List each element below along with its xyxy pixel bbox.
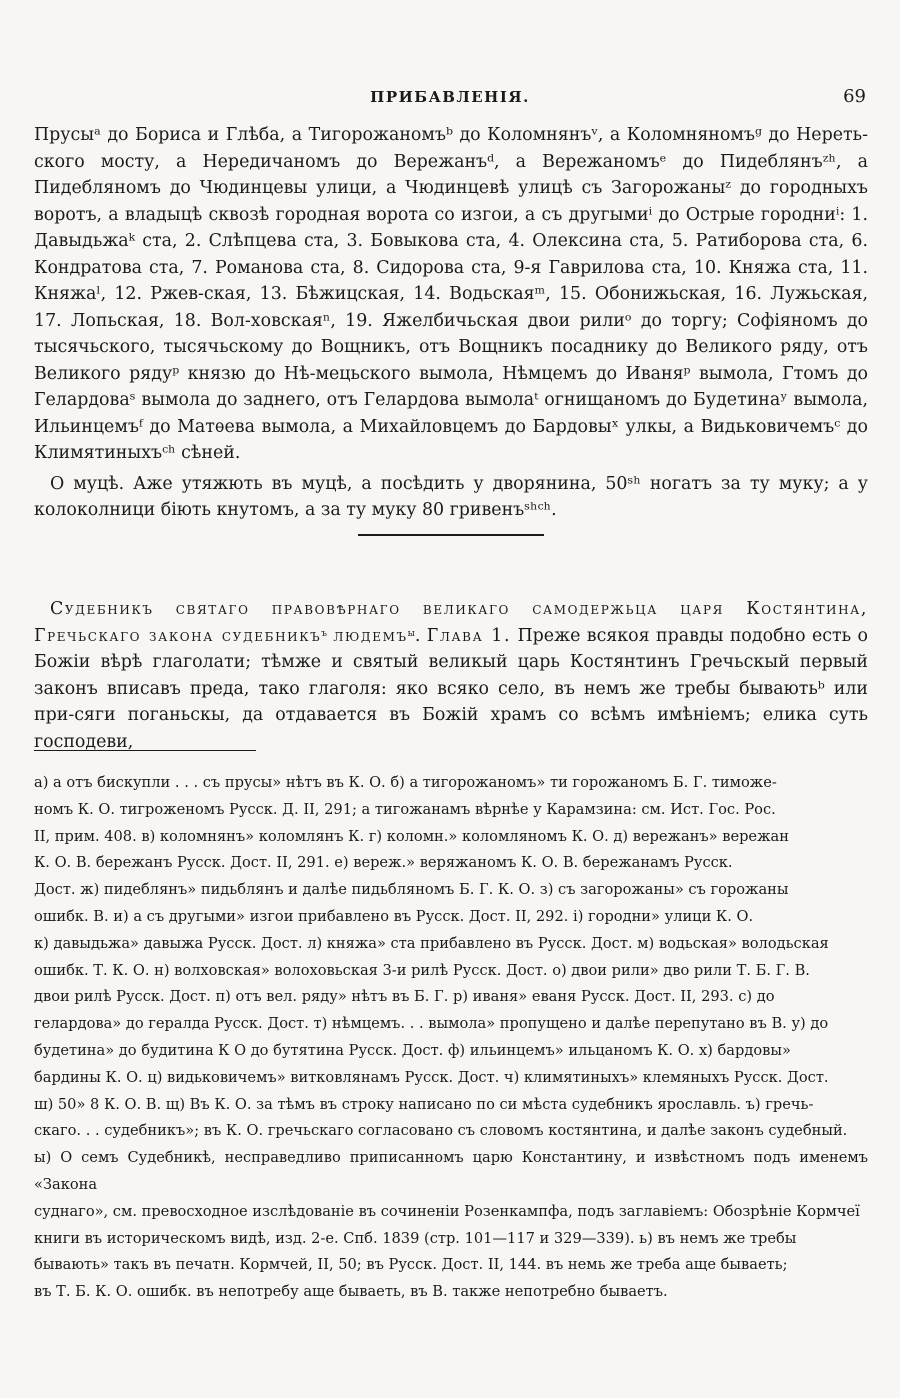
footnote-line: бывають» такъ въ печатн. Кормчей, II, 50; въ Русск. Дост. II, 144. въ немь же треба аще бываеть; <box>34 1256 788 1274</box>
footnote-line: въ Т. Б. К. О. ошибк. въ непотребу аще бываеть, въ В. также непотребно бываетъ. <box>34 1283 668 1301</box>
paragraph-1: Прусыᵃ до Бориса и Глѣба, а Тигорожаномъᵇ до Коломнянъᵛ, а Коломняномъᵍ до Нереть-ского мосту, а Нередичаномъ до Вережанъᵈ, а Вережаномъᵉ до Пидеблянъᶻʰ, а Пидебляномъ до Чюдинцевы улици, а Чюдинцевѣ улицѣ съ Загорожаныᶻ до городныхъ воротъ, а владыцѣ сквозѣ городная ворота со изгои, а съ другымиⁱ до Острые городниⁱ: 1. Давыдьжаᵏ ста, 2. Слѣпцева ста, 3. Бовыкова ста, 4. Олексина ста, 5. Ратиборова ста, 6. Кондратова ста, 7. Романова ста, 8. Сидорова ста, 9-я Гаврилова ста, 10. Княжа ста, 11. Княжаˡ, 12. Ржев-ская, 13. Бѣжицская, 14. Водьскаяᵐ, 15. Обонижьская, 16. Лужьская, 17. Лопьская, 18. Вол-ховскаяⁿ, 19. Яжелбичьская двои рилиᵒ до торгу; Софіяномъ до тысячьского, тысячьскому до Вощникъ, отъ Вощникъ посаднику до Великого ряду, отъ Великого рядуᵖ князю до Нѣ-мецьского вымола, Нѣмцемъ до Иваняᵖ вымола, Гтомъ до Гелардоваˢ вымола до заднего, отъ Гелардова вымолаᵗ огнищаномъ до Будетинаʸ вымола, Ильинцемъᶠ до Матѳева вымола, а Михайловцемъ до Бардовыˣ улкы, а Видьковичемъᶜ до Климятиныхъᶜʰ сѣней. <box>34 125 868 463</box>
footnote-rule <box>34 750 256 751</box>
footnote-line: суднаго», см. превосходное изслѣдованіе въ сочиненіи Розенкампфа, подъ заглавіемъ: Обозрѣніе Кормчеї <box>34 1202 860 1220</box>
footnote-line: будетина» до будитина К О до бутятина Русск. Дост. ф) ильинцемъ» ильцаномъ К. О. х) бардовы» <box>34 1041 791 1059</box>
sudebnik-heading-3: людемъ <box>333 625 408 646</box>
footnote-line: II, прим. 408. в) коломнянъ» коломлянъ К. г) коломн.» коломляномъ К. О. д) вережанъ» вережан <box>34 827 789 845</box>
footnote-line: гелардова» до гералда Русск. Дост. т) нѣмцемъ. . . вымола» пропущено и далѣе перепутано въ В. у) до <box>34 1015 829 1033</box>
footnote-mark: ъ <box>321 628 327 639</box>
footnote-line: ошибк. Т. К. О. н) волховская» волоховьская 3-и рилѣ Русск. Дост. о) двои рили» дво рили Т. Б. Г. В. <box>34 961 810 979</box>
footnote-mark: ы <box>407 628 415 639</box>
footnote-line: а) а отъ бискупли . . . съ прусы» нѣтъ въ К. О. б) а тигорожаномъ» ти горожаномъ Б. Г. тиможе- <box>34 774 777 791</box>
footnote-line: ш) 50» 8 К. О. В. щ) Въ К. О. за тѣмъ въ строку написано по си мѣста судебникъ ярославль. ъ) гречь- <box>34 1095 814 1113</box>
main-text <box>34 122 868 524</box>
footnote-line: ы) О семъ Судебникѣ, несправедливо приписанномъ царю Константину, и извѣстномъ подъ именемъ «Закона <box>34 1149 868 1193</box>
footnote-line: к) давыдьжа» давыжа Русск. Дост. л) княжа» ста прибавлено въ Русск. Дост. м) водьская» володьская <box>34 934 829 952</box>
paragraph-2: О муцѣ. Аже утяжють въ муцѣ, а посѣдить у дворянина, 50ˢʰ ногатъ за ту муку; а у колоколници біють кнутомъ, а за ту муку 80 гривенъˢʰᶜʰ. <box>34 473 868 520</box>
page-number: 69 <box>843 86 866 107</box>
footnote-line: Дост. ж) пидеблянъ» пидьблянъ и далѣе пидьбляномъ Б. Г. К. О. з) съ загорожаны» съ горожаны <box>34 881 789 899</box>
section-divider <box>358 534 544 536</box>
footnote-line: бардины К. О. ц) видьковичемъ» витковлянамъ Русск. Дост. ч) климятиныхъ» клемяныхъ Русск. Дост. <box>34 1068 829 1086</box>
sudebnik-heading-1: Судебникъ святаго правовѣрнаго великаго самодержьца царя Костянтина, <box>50 599 868 619</box>
sudebnik-heading-2: Гречьскаго закона судебникъ <box>34 625 322 646</box>
footnotes <box>34 770 868 1306</box>
footnote-line: номъ К. О. тигроженомъ Русск. Д. II, 291; а тигожанамъ вѣрнѣе у Карамзина: см. Ист. Гос. Рос. <box>34 800 776 818</box>
running-head: ПРИБАВЛЕНІЯ. <box>370 88 530 106</box>
chapter-label: Глава 1. <box>426 625 512 646</box>
sudebnik-body: Преже всякоя правды подобно есть о Божіи вѣрѣ глаголати; тѣмже и святый великый царь Костянтинъ Гречьскый первый законъ вписавъ преда, тако глаголя: яко всяко село, въ немъ же требы бываютьᵇ или при-сяги поганьскы, да отдавается въ Божій храмъ со всѣмъ имѣніемъ; елика суть господеви, <box>34 625 868 752</box>
sudebnik-paragraph: Судебникъ святаго правовѣрнаго великаго самодержьца царя Костянтина, Гречьскаго закона судебникъ$^ъ$ людемъ$^ы$. Глава 1. Преже всякоя правды подобно есть о Божіи вѣрѣ глаголати; тѣмже и святый великый царь Костянтинъ Гречьскый первый законъ вписавъ преда, тако глаголя: яко всяко село, въ немъ же требы бываютьᵇ или при-сяги поганьскы, да отдавается въ Божій храмъ со всѣмъ имѣніемъ; елика суть господеви, <box>34 599 868 752</box>
footnote-line: К. О. В. бережанъ Русск. Дост. II, 291. е) вереж.» веряжаномъ К. О. В. бережанамъ Русск. <box>34 854 733 872</box>
footnote-line: скаго. . . судебникъ»; въ К. О. гречьскаго согласовано съ словомъ костянтина, и далѣе законъ судебный. <box>34 1122 848 1140</box>
page-header <box>30 88 870 110</box>
sudebnik-text <box>34 596 868 755</box>
footnote-line: книги въ историческомъ видѣ, изд. 2-е. Спб. 1839 (стр. 101—117 и 329—339). ь) въ немъ же требы <box>34 1229 797 1247</box>
footnote-line: ошибк. В. и) а съ другыми» изгои прибавлено въ Русск. Дост. II, 292. і) городни» улици К. О. <box>34 907 754 925</box>
footnote-line: двои рилѣ Русск. Дост. п) отъ вел. ряду» нѣтъ въ Б. Г. р) иваня» еваня Русск. Дост. II, 293. с) до <box>34 988 775 1006</box>
